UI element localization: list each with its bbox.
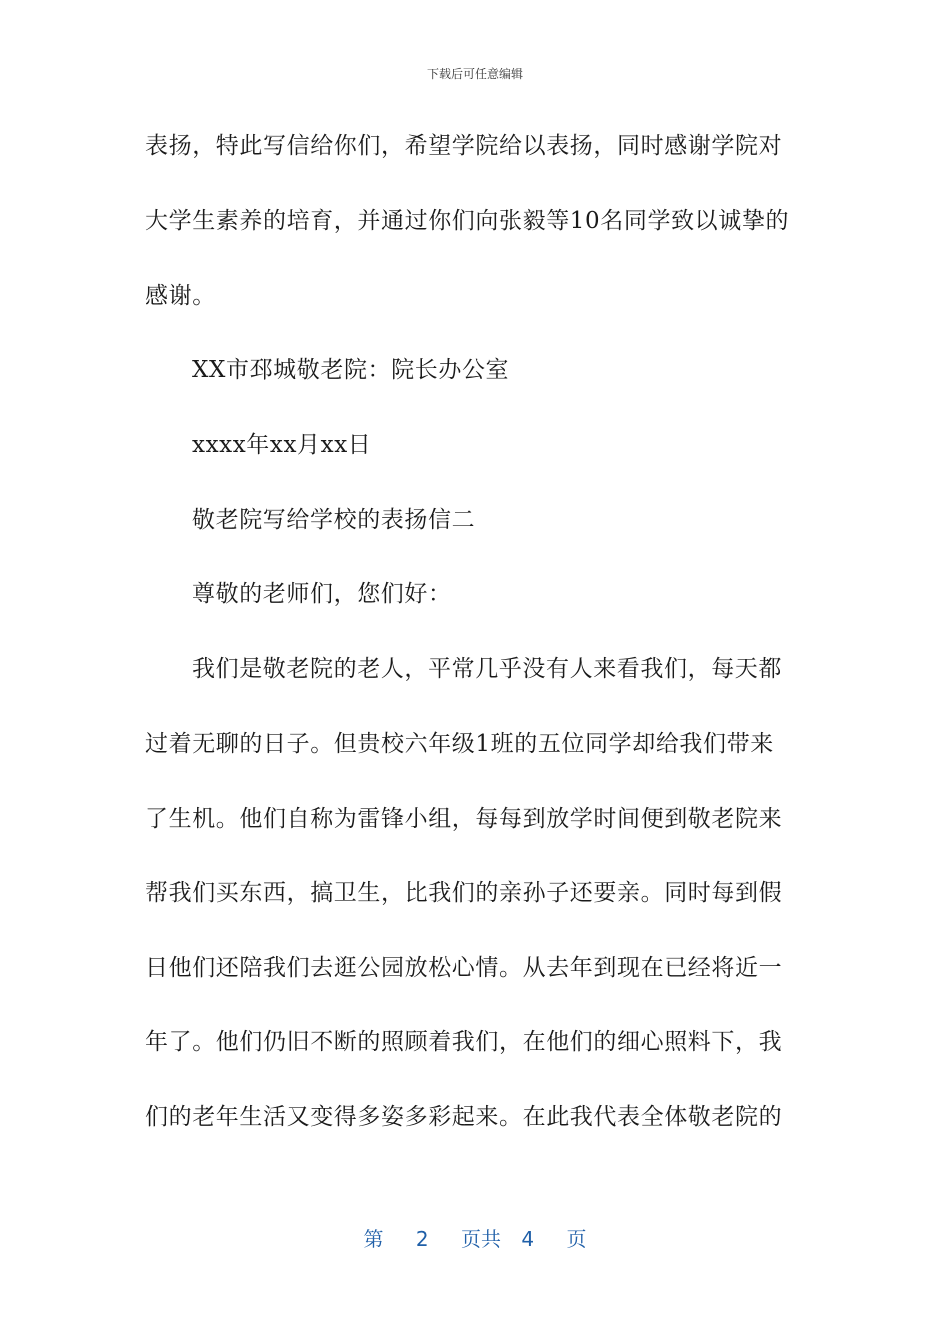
body-line: 了生机。他们自称为雷锋小组，每每到放学时间便到敬老院来 (145, 806, 783, 832)
body-line: 日他们还陪我们去逛公园放松心情。从去年到现在已经将近一 (145, 955, 783, 981)
salutation: 尊敬的老师们，您们好： (192, 581, 452, 607)
page-header-note: 下载后可任意编辑 (426, 67, 523, 81)
page-number-footer (0, 1225, 950, 1253)
page-total: 4 (521, 1227, 535, 1251)
body-line: 大学生素养的培育，并通过你们向张毅等10名同学致以诚挚的 (145, 208, 790, 234)
body-line: 过着无聊的日子。但贵校六年级1班的五位同学却给我们带来 (145, 731, 774, 757)
page-suffix: 页 (566, 1227, 587, 1251)
signature-organization: XX市邳城敬老院：院长办公室 (192, 357, 510, 383)
page-current: 2 (415, 1227, 429, 1251)
body-line: 表扬，特此写信给你们，希望学院给以表扬，同时感谢学院对 (145, 133, 783, 159)
page-prefix: 第 (363, 1227, 384, 1251)
body-line: 年了。他们仍旧不断的照顾着我们，在他们的细心照料下，我 (145, 1029, 783, 1055)
body-line: 感谢。 (145, 283, 216, 309)
body-line: 们的老年生活又变得多姿多彩起来。在此我代表全体敬老院的 (145, 1104, 783, 1130)
page-middle: 页共 (461, 1227, 501, 1251)
signature-date: xxxx年xx月xx日 (192, 432, 372, 458)
section-title: 敬老院写给学校的表扬信二 (192, 507, 476, 533)
body-line: 帮我们买东西，搞卫生，比我们的亲孙子还要亲。同时每到假 (145, 880, 783, 906)
body-line: 我们是敬老院的老人，平常几乎没有人来看我们，每天都 (192, 656, 782, 682)
